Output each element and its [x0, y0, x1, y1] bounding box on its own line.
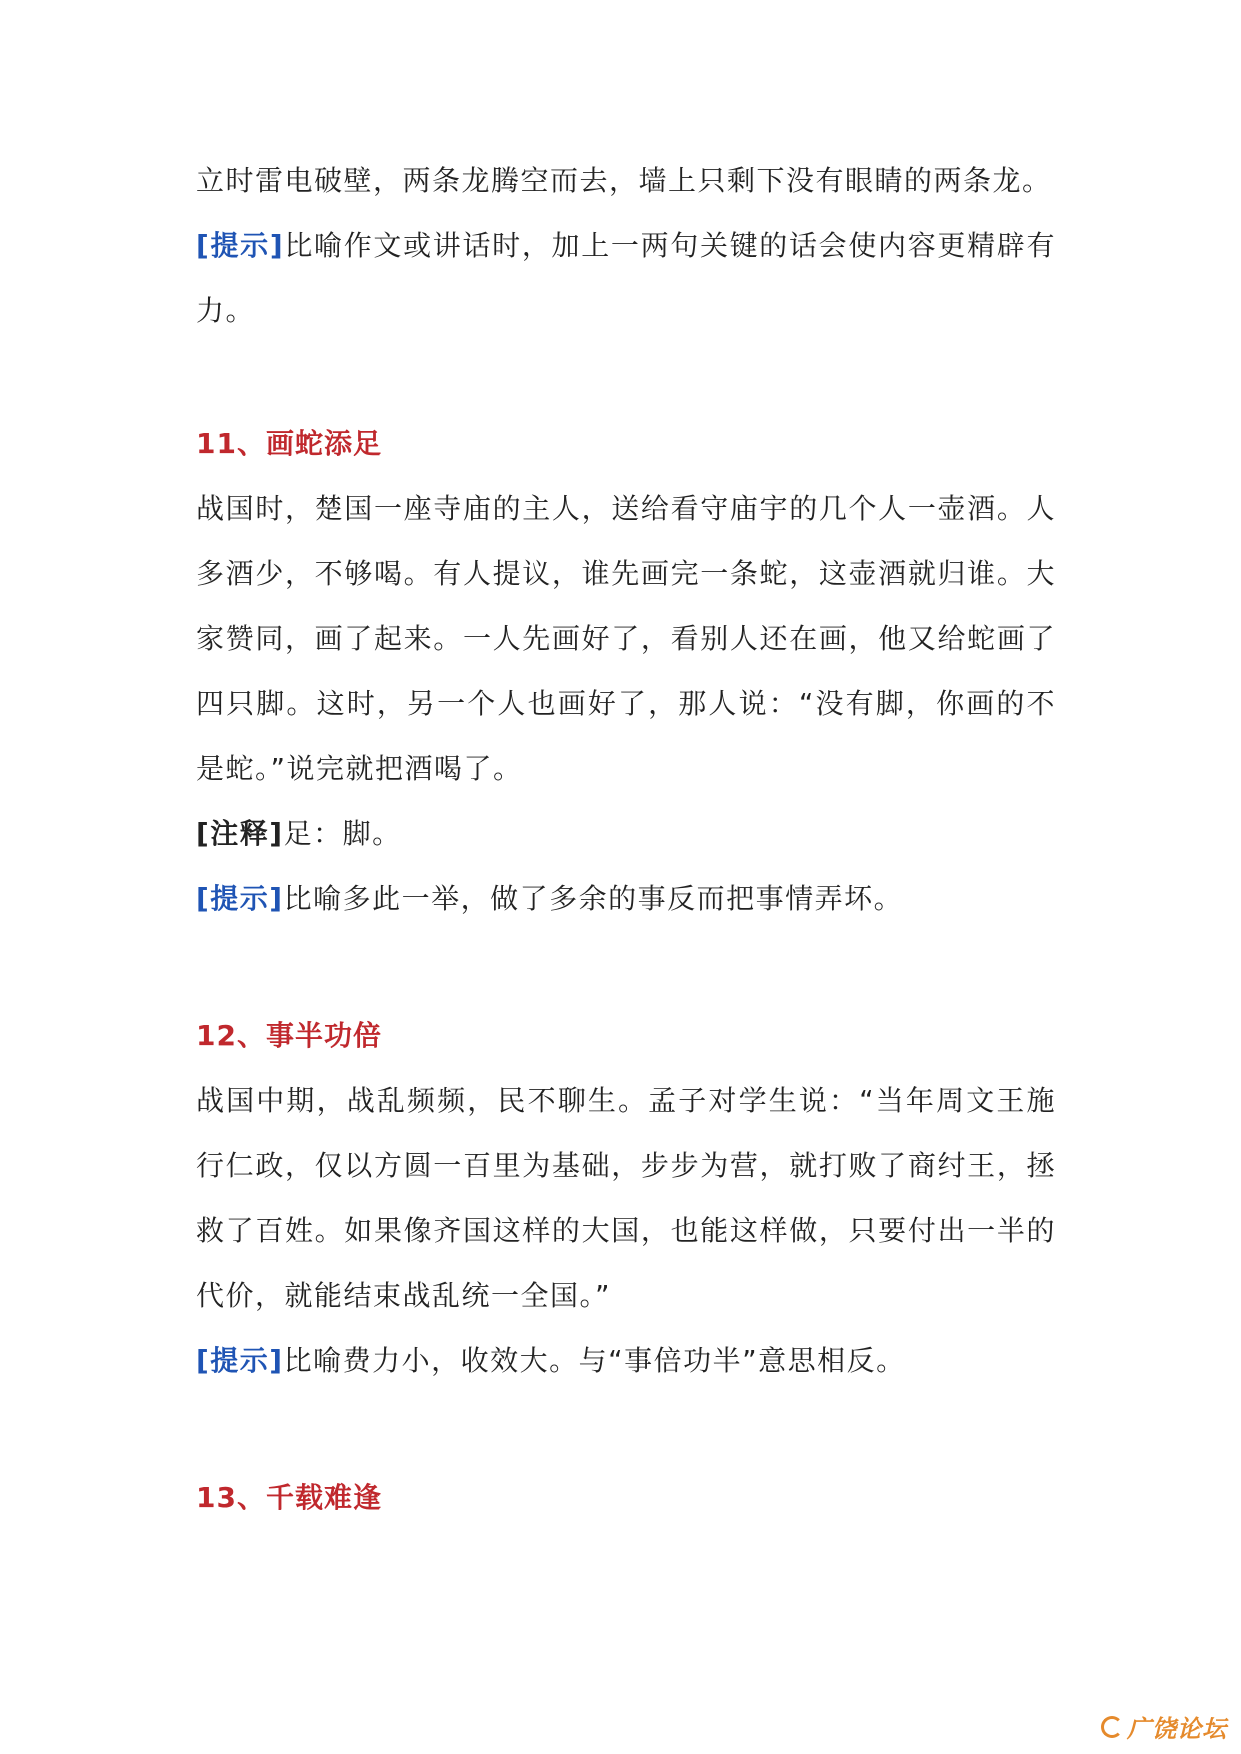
forum-watermark	[1101, 1709, 1227, 1744]
entry-story: 战国中期，战乱频频，民不聊生。孟子对学生说：“当年周文王施行仁政，仅以方圆一百里为基础，步步为营，就打败了商纣王，拯救了百姓。如果像齐国这样的大国，也能这样做，只要付出一半的代价，就能结束战乱统一全国。”	[196, 1084, 1056, 1312]
entry-heading: 11、画蛇添足	[196, 427, 382, 460]
tip-label: [提示]	[196, 1344, 284, 1377]
idiom-entry-12	[196, 1003, 1056, 1393]
document-body	[196, 148, 1056, 1530]
entry-heading: 12、事半功倍	[196, 1019, 382, 1052]
entry-story: 战国时，楚国一座寺庙的主人，送给看守庙宇的几个人一壶酒。人多酒少，不够喝。有人提议，谁先画完一条蛇，这壶酒就归谁。大家赞同，画了起来。一人先画好了，看别人还在画，他又给蛇画了四只脚。这时，另一个人也画好了，那人说：“没有脚，你画的不是蛇。”说完就把酒喝了。	[196, 492, 1056, 785]
g-logo-icon	[1101, 1716, 1123, 1738]
entry-tip	[196, 866, 1056, 931]
intro-paragraph: 立时雷电破壁，两条龙腾空而去，墙上只剩下没有眼睛的两条龙。	[196, 164, 1052, 197]
watermark-text: 广饶论坛	[1127, 1715, 1227, 1743]
tip-text: 比喻费力小，收效大。与“事倍功半”意思相反。	[283, 1344, 906, 1377]
tip-label: [提示]	[196, 229, 285, 262]
note-label: [注释]	[196, 817, 284, 850]
tip-label: [提示]	[196, 882, 284, 915]
entry-tip	[196, 1328, 1056, 1393]
idiom-entry-13	[196, 1465, 1056, 1530]
entry-heading: 13、千载难逢	[196, 1481, 382, 1514]
entry-note	[196, 801, 1056, 866]
intro-tip	[196, 213, 1056, 343]
note-text: 足：脚。	[283, 817, 402, 850]
idiom-entry-11	[196, 411, 1056, 931]
tip-text: 比喻多此一举，做了多余的事反而把事情弄坏。	[283, 882, 904, 915]
tip-text: 比喻作文或讲话时，加上一两句关键的话会使内容更精辟有力。	[196, 229, 1056, 327]
